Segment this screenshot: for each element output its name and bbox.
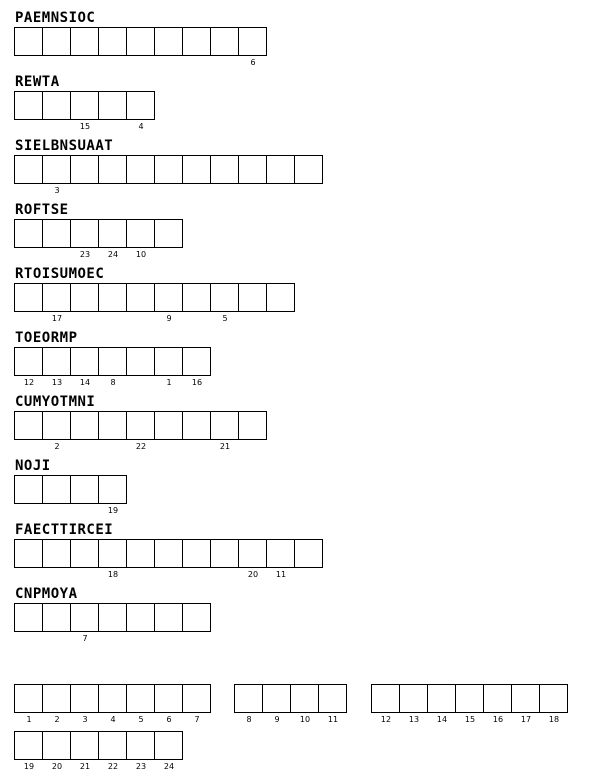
final-letter-number: 9 [274, 715, 280, 724]
letter-box[interactable] [182, 283, 211, 312]
letter-box[interactable] [210, 155, 239, 184]
letter-box[interactable] [42, 155, 71, 195]
letter-box[interactable] [126, 91, 155, 131]
answer-boxes [14, 283, 294, 323]
letter-box[interactable] [126, 283, 155, 312]
letter-box[interactable] [126, 411, 155, 451]
final-letter-number: 19 [23, 762, 35, 771]
letter-number: 22 [135, 442, 147, 451]
final-answer-group [14, 684, 210, 724]
final-letter-box[interactable] [98, 684, 127, 724]
final-letter-box[interactable] [483, 684, 512, 724]
final-letter-number: 5 [138, 715, 144, 724]
letter-box[interactable] [42, 283, 71, 323]
answer-boxes [14, 219, 182, 259]
letter-box[interactable] [266, 539, 295, 579]
letter-box[interactable] [266, 155, 295, 184]
letter-number: 2 [54, 442, 60, 451]
letter-number: 12 [23, 378, 35, 387]
letter-box[interactable] [70, 155, 99, 184]
letter-box[interactable] [98, 411, 127, 440]
letter-number: 9 [166, 314, 172, 323]
letter-box[interactable] [98, 27, 127, 56]
final-letter-box[interactable] [14, 684, 43, 724]
final-letter-number: 21 [79, 762, 91, 771]
letter-number: 4 [138, 122, 144, 131]
letter-box[interactable] [14, 347, 43, 387]
final-letter-box[interactable] [539, 684, 568, 724]
final-letter-number: 3 [82, 715, 88, 724]
final-letter-box[interactable] [234, 684, 263, 724]
letter-box[interactable] [210, 283, 239, 323]
letter-box[interactable] [154, 155, 183, 184]
letter-number: 21 [219, 442, 231, 451]
final-letter-number: 11 [327, 715, 339, 724]
final-letter-number: 13 [408, 715, 420, 724]
final-letter-box[interactable] [70, 684, 99, 724]
letter-box[interactable] [126, 155, 155, 184]
final-letter-box[interactable] [14, 731, 43, 771]
letter-box[interactable] [70, 91, 99, 131]
letter-box[interactable] [154, 27, 183, 56]
letter-box[interactable] [98, 539, 127, 579]
letter-number: 6 [250, 58, 256, 67]
answer-boxes [14, 411, 266, 451]
letter-box[interactable] [238, 27, 267, 67]
letter-number: 14 [79, 378, 91, 387]
letter-box[interactable] [70, 539, 99, 568]
final-letter-number: 8 [246, 715, 252, 724]
letter-box[interactable] [294, 539, 323, 568]
letter-box[interactable] [98, 283, 127, 312]
letter-box[interactable] [70, 347, 99, 387]
answer-boxes [14, 603, 210, 643]
letter-number: 17 [51, 314, 63, 323]
letter-box[interactable] [126, 539, 155, 568]
letter-box[interactable] [70, 411, 99, 440]
final-answer-group [371, 684, 567, 724]
final-letter-number: 14 [436, 715, 448, 724]
final-letter-box[interactable] [154, 684, 183, 724]
letter-box[interactable] [70, 219, 99, 259]
final-letter-number: 22 [107, 762, 119, 771]
final-letter-number: 24 [163, 762, 175, 771]
letter-box[interactable] [126, 219, 155, 259]
letter-box[interactable] [42, 411, 71, 451]
letter-box[interactable] [154, 219, 183, 248]
letter-box[interactable] [14, 411, 43, 440]
letter-number: 18 [107, 570, 119, 579]
letter-box[interactable] [42, 27, 71, 56]
scrambled-word: NOJI [15, 458, 51, 474]
letter-box[interactable] [126, 27, 155, 56]
letter-box[interactable] [14, 603, 43, 632]
final-letter-box[interactable] [455, 684, 484, 724]
letter-box[interactable] [154, 283, 183, 323]
letter-box[interactable] [238, 411, 267, 440]
letter-box[interactable] [154, 411, 183, 440]
final-letter-number: 7 [194, 715, 200, 724]
answer-boxes [14, 27, 266, 67]
scrambled-word: FAECTTIRCEI [15, 522, 114, 538]
final-letter-box[interactable] [290, 684, 319, 724]
final-letter-number: 18 [548, 715, 560, 724]
letter-box[interactable] [126, 603, 155, 632]
final-letter-box[interactable] [511, 684, 540, 724]
answer-boxes [14, 539, 322, 579]
letter-box[interactable] [14, 475, 43, 504]
letter-box[interactable] [238, 283, 267, 312]
answer-boxes [14, 475, 126, 515]
final-answer-group [14, 731, 182, 771]
letter-box[interactable] [126, 347, 155, 376]
letter-box[interactable] [42, 475, 71, 504]
letter-number: 20 [247, 570, 259, 579]
letter-box[interactable] [98, 91, 127, 120]
letter-box[interactable] [70, 283, 99, 312]
letter-box[interactable] [210, 27, 239, 56]
letter-box[interactable] [42, 603, 71, 632]
letter-box[interactable] [14, 219, 43, 248]
letter-box[interactable] [98, 603, 127, 632]
letter-box[interactable] [266, 283, 295, 312]
scrambled-word: REWTA [15, 74, 60, 90]
scrambled-word: SIELBNSUAAT [15, 138, 114, 154]
final-answer-group [234, 684, 346, 724]
final-letter-number: 10 [299, 715, 311, 724]
scrambled-word: ROFTSE [15, 202, 69, 218]
letter-box[interactable] [14, 283, 43, 312]
letter-box[interactable] [14, 27, 43, 56]
letter-box[interactable] [98, 475, 127, 515]
final-letter-number: 6 [166, 715, 172, 724]
letter-box[interactable] [70, 475, 99, 504]
final-letter-box[interactable] [371, 684, 400, 724]
scrambled-word: TOEORMP [15, 330, 78, 346]
letter-number: 3 [54, 186, 60, 195]
letter-box[interactable] [14, 539, 43, 568]
answer-boxes [14, 155, 322, 195]
final-letter-box[interactable] [399, 684, 428, 724]
letter-number: 13 [51, 378, 63, 387]
letter-box[interactable] [70, 27, 99, 56]
letter-number: 24 [107, 250, 119, 259]
scrambled-word: PAEMNSIOC [15, 10, 96, 26]
letter-box[interactable] [42, 91, 71, 120]
final-letter-box[interactable] [318, 684, 347, 724]
letter-box[interactable] [154, 539, 183, 568]
letter-box[interactable] [98, 155, 127, 184]
final-letter-box[interactable] [42, 684, 71, 724]
final-letter-number: 1 [26, 715, 32, 724]
letter-box[interactable] [182, 27, 211, 56]
letter-box[interactable] [98, 219, 127, 259]
letter-box[interactable] [182, 347, 211, 387]
letter-number: 23 [79, 250, 91, 259]
letter-box[interactable] [238, 539, 267, 579]
letter-box[interactable] [42, 539, 71, 568]
final-letter-box[interactable] [182, 684, 211, 724]
letter-number: 8 [110, 378, 116, 387]
final-letter-number: 4 [110, 715, 116, 724]
letter-number: 5 [222, 314, 228, 323]
final-letter-box[interactable] [126, 684, 155, 724]
letter-box[interactable] [14, 155, 43, 184]
letter-box[interactable] [182, 155, 211, 184]
letter-box[interactable] [238, 155, 267, 184]
letter-box[interactable] [210, 411, 239, 451]
final-letter-number: 15 [464, 715, 476, 724]
final-letter-box[interactable] [98, 731, 127, 771]
final-letter-box[interactable] [126, 731, 155, 771]
letter-number: 10 [135, 250, 147, 259]
letter-box[interactable] [182, 411, 211, 440]
scrambled-word: RTOISUMOEC [15, 266, 105, 282]
letter-box[interactable] [210, 539, 239, 568]
letter-box[interactable] [42, 219, 71, 248]
letter-number: 15 [79, 122, 91, 131]
final-letter-number: 20 [51, 762, 63, 771]
letter-number: 1 [166, 378, 172, 387]
answer-boxes [14, 91, 154, 131]
final-letter-box[interactable] [427, 684, 456, 724]
letter-box[interactable] [154, 347, 183, 387]
letter-box[interactable] [154, 603, 183, 632]
letter-number: 11 [275, 570, 287, 579]
final-letter-box[interactable] [154, 731, 183, 771]
letter-number: 7 [82, 634, 88, 643]
final-letter-number: 16 [492, 715, 504, 724]
letter-box[interactable] [14, 91, 43, 120]
final-letter-number: 12 [380, 715, 392, 724]
letter-box[interactable] [98, 347, 127, 387]
letter-box[interactable] [182, 539, 211, 568]
final-letter-box[interactable] [70, 731, 99, 771]
letter-number: 19 [107, 506, 119, 515]
scrambled-word: CUMYOTMNI [15, 394, 96, 410]
final-letter-box[interactable] [42, 731, 71, 771]
final-letter-box[interactable] [262, 684, 291, 724]
letter-box[interactable] [42, 347, 71, 387]
letter-box[interactable] [182, 603, 211, 632]
final-letter-number: 17 [520, 715, 532, 724]
letter-box[interactable] [294, 155, 323, 184]
letter-number: 16 [191, 378, 203, 387]
final-letter-number: 23 [135, 762, 147, 771]
scrambled-word: CNPMOYA [15, 586, 78, 602]
final-letter-number: 2 [54, 715, 60, 724]
letter-box[interactable] [70, 603, 99, 643]
answer-boxes [14, 347, 210, 387]
